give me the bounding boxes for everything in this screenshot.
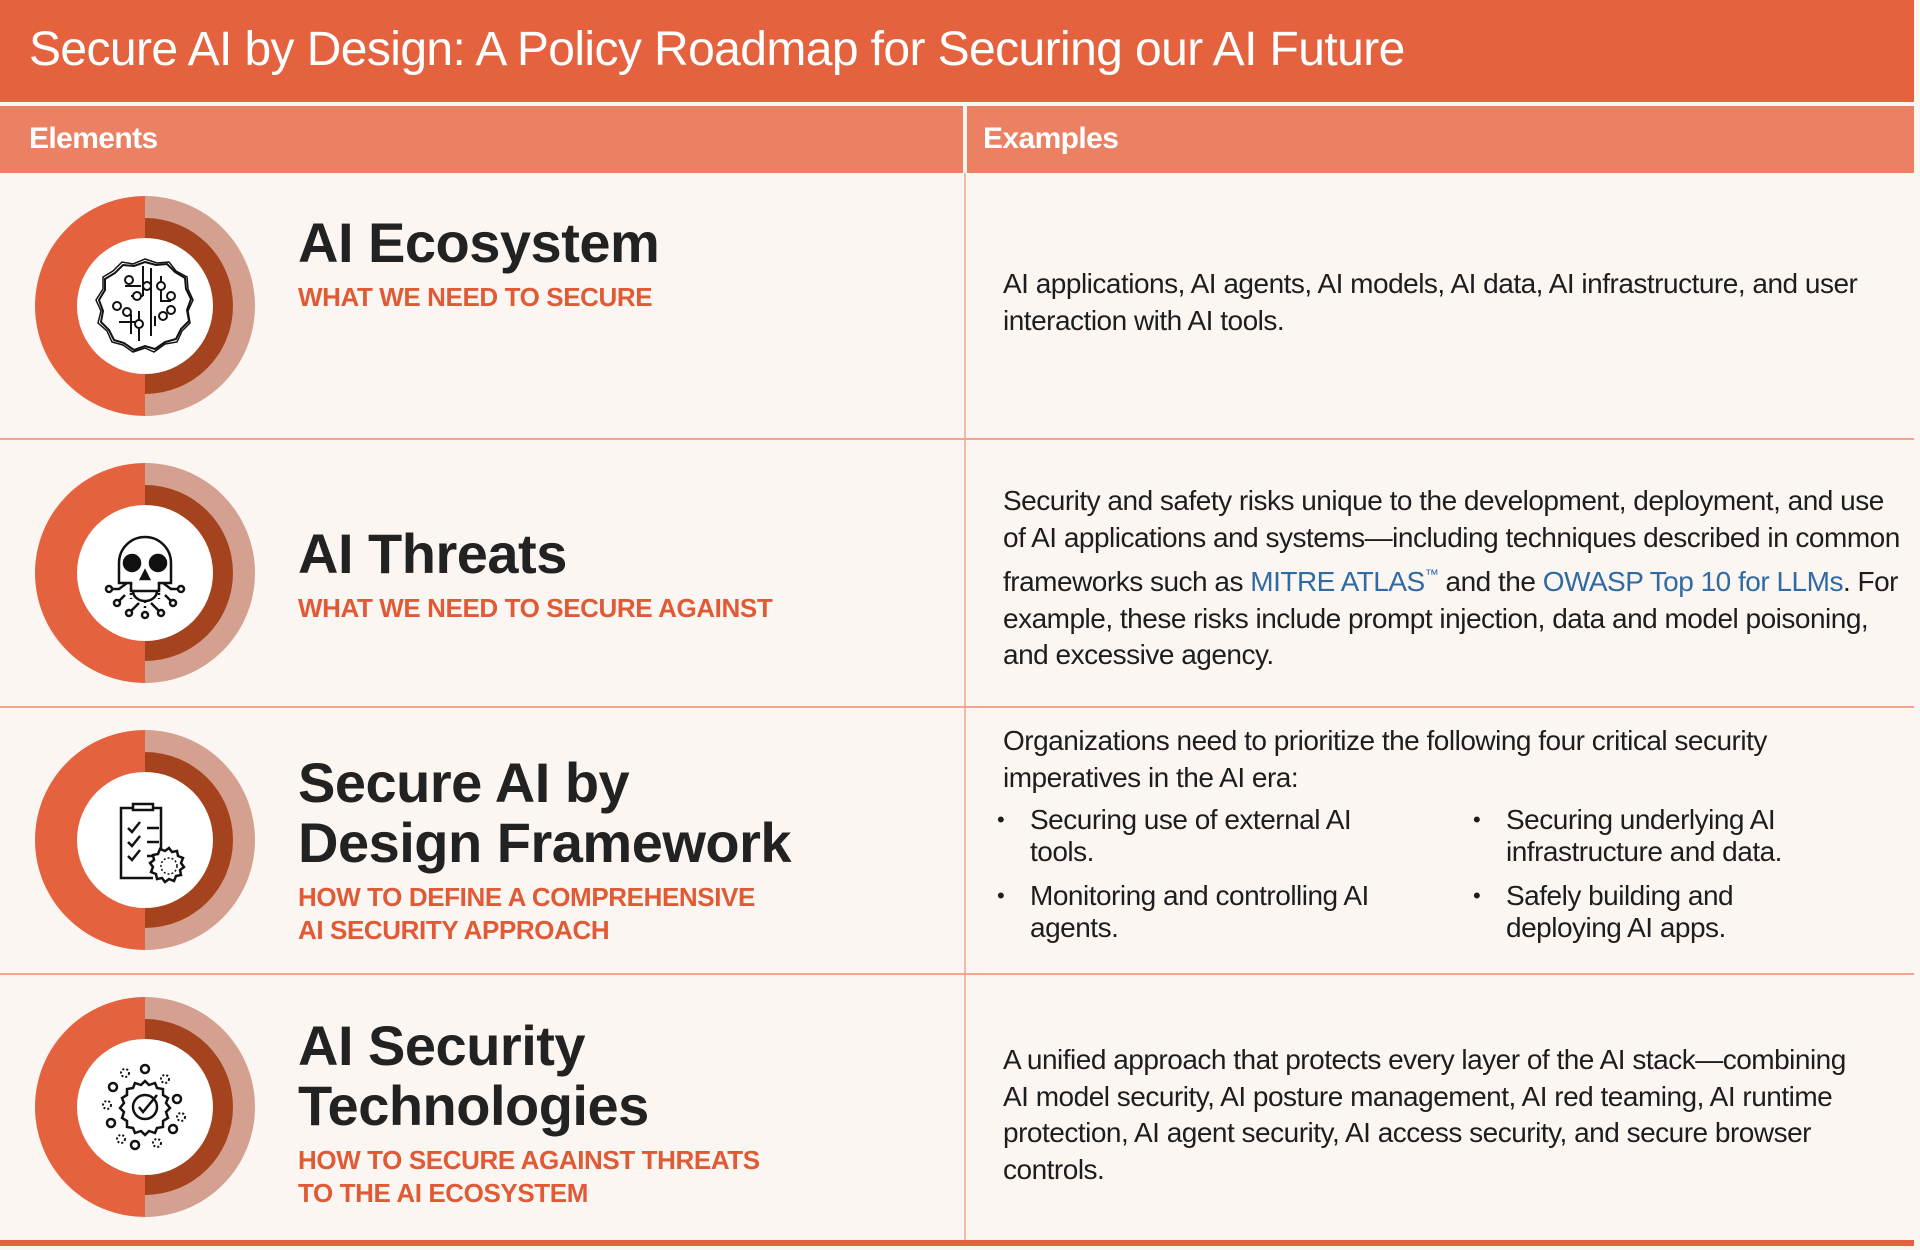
table-row-ai-ecosystem xyxy=(0,173,1914,438)
skull-circuit-icon xyxy=(95,523,195,623)
example-text xyxy=(1003,723,1903,944)
column-header-elements xyxy=(0,106,963,173)
element-subtitle: WHAT WE NEED TO SECURE AGAINST xyxy=(298,593,773,623)
element-badge xyxy=(35,463,255,683)
list-item: • Monitoring and controlling AI agents. xyxy=(991,880,1371,944)
example-text: Security and safety risks unique to the development, deployment, and use of AI applications and systems—including techniques described in common frameworks such as MITRE ATLAS™ and the OWASP Top 10 for LLMs. For example, these risks include prompt injection, data and model poisoning, and excessive agency. xyxy=(1003,485,1900,670)
column-header-examples-label: Examples xyxy=(983,122,1119,155)
element-title: AI Security Technologies xyxy=(298,1014,649,1137)
element-title: Secure AI by Design Framework xyxy=(298,751,792,874)
example-text: AI applications, AI agents, AI models, AI data, AI infrastructure, and user interaction with AI tools. xyxy=(1003,268,1858,336)
example-text: A unified approach that protects every layer of the AI stack—combining AI model security, AI posture management, AI red teaming, AI runtime protection, AI agent security, AI access security, and secure browser controls. xyxy=(1003,1044,1846,1185)
element-text xyxy=(298,524,772,625)
table-row-ai-threats xyxy=(0,439,1914,707)
gear-checkmark-network-icon xyxy=(95,1057,195,1157)
clipboard-checklist-gear-icon xyxy=(95,790,195,890)
owasp-top10-link[interactable]: OWASP Top 10 for LLMs xyxy=(1542,566,1843,597)
title-banner xyxy=(0,0,1914,102)
list-item: • Safely building and deploying AI apps. xyxy=(1467,880,1767,944)
circuit-brain-icon xyxy=(95,256,195,356)
element-title: AI Threats xyxy=(298,522,567,585)
column-header-examples xyxy=(967,106,1914,173)
table-row-secure-ai-framework xyxy=(0,707,1914,974)
element-badge xyxy=(35,196,255,416)
element-text xyxy=(298,213,659,314)
page-title: Secure AI by Design: A Policy Roadmap for Securing our AI Future xyxy=(29,23,1405,76)
table-row-ai-security-technologies xyxy=(0,974,1914,1240)
list-item: • Securing use of external AI tools. xyxy=(991,804,1371,868)
list-item: • Securing underlying AI infrastructure and data. xyxy=(1467,804,1847,868)
element-title: AI Ecosystem xyxy=(298,211,660,274)
element-badge xyxy=(35,730,255,950)
element-text xyxy=(298,753,791,947)
element-subtitle: HOW TO DEFINE A COMPREHENSIVE AI SECURITY APPROACH xyxy=(298,882,755,945)
element-text xyxy=(298,1016,760,1210)
example-intro: Organizations need to prioritize the following four critical security imperatives in the AI era: xyxy=(1003,725,1767,793)
element-badge xyxy=(35,997,255,1217)
mitre-atlas-link[interactable]: MITRE ATLAS xyxy=(1250,566,1425,597)
table-bottom-border xyxy=(0,1240,1914,1246)
element-subtitle: HOW TO SECURE AGAINST THREATS TO THE AI ECOSYSTEM xyxy=(298,1145,760,1208)
imperatives-list xyxy=(991,804,1903,944)
element-subtitle: WHAT WE NEED TO SECURE xyxy=(298,282,653,312)
column-header-elements-label: Elements xyxy=(29,122,158,155)
